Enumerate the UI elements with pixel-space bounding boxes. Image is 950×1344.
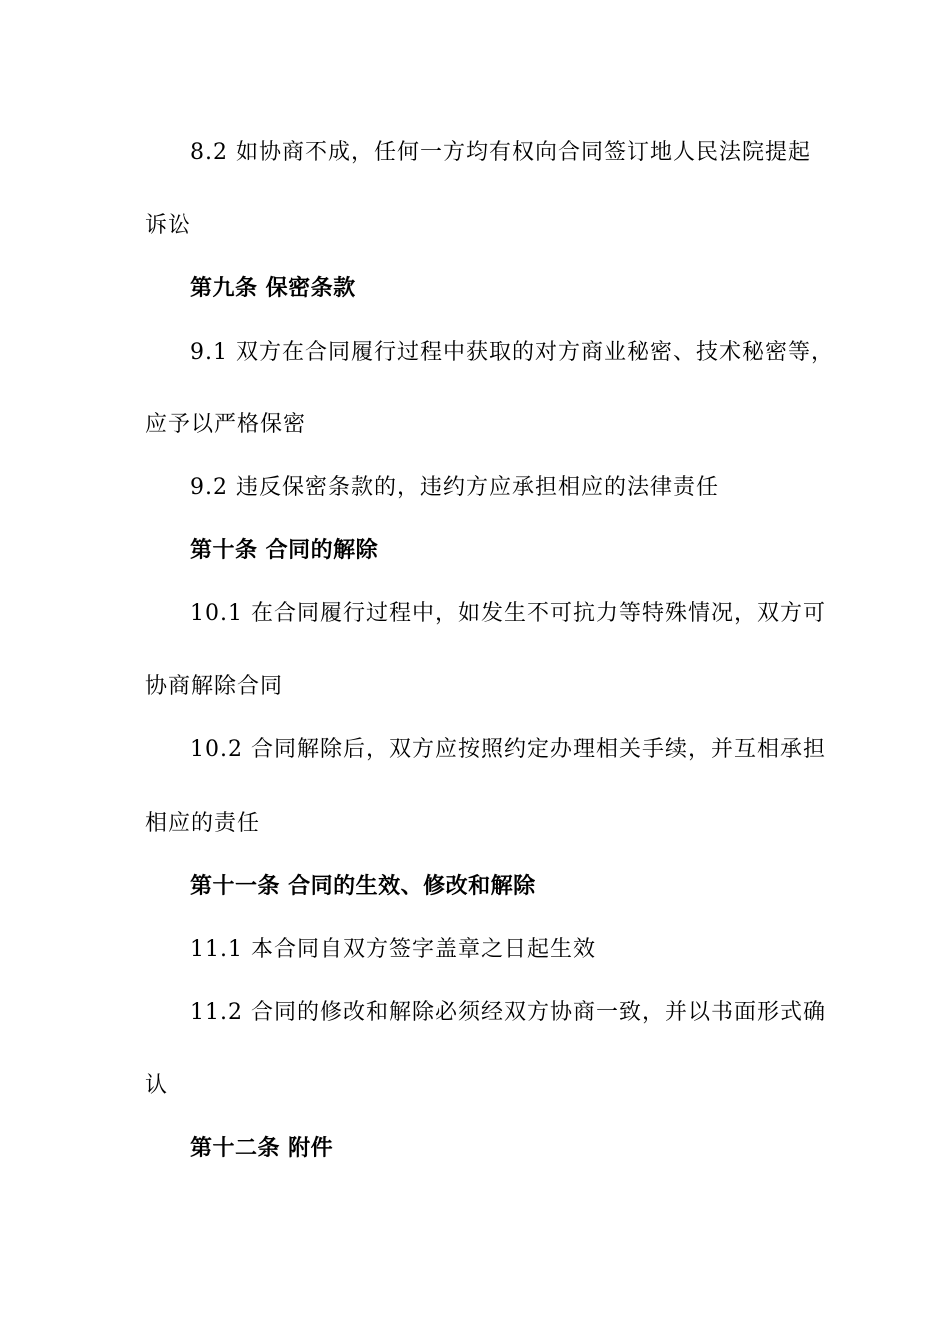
article-9-heading: 第九条 保密条款 [190,276,356,301]
article-11-heading: 第十一条 合同的生效、修改和解除 [190,874,536,899]
clause-9-1-line-2: 应予以严格保密 [145,412,307,437]
clause-9-1-line-1: 9.1 双方在合同履行过程中获取的对方商业秘密、技术秘密等， [190,340,834,365]
clause-8-2-line-1: 8.2 如协商不成，任何一方均有权向合同签订地人民法院提起 [190,140,811,165]
clause-10-1-line-2: 协商解除合同 [145,674,284,699]
article-12-heading: 第十二条 附件 [190,1136,334,1161]
clause-8-2-line-2: 诉讼 [145,213,192,238]
clause-9-2: 9.2 违反保密条款的，违约方应承担相应的法律责任 [190,475,719,500]
article-10-heading: 第十条 合同的解除 [190,538,379,563]
clause-11-2-line-1: 11.2 合同的修改和解除必须经双方协商一致，并以书面形式确 [190,1000,826,1025]
clause-11-1: 11.1 本合同自双方签字盖章之日起生效 [190,937,596,962]
clause-10-2-line-2: 相应的责任 [145,811,261,836]
clause-10-2-line-1: 10.2 合同解除后，双方应按照约定办理相关手续，并互相承担 [190,737,826,762]
clause-10-1-line-1: 10.1 在合同履行过程中，如发生不可抗力等特殊情况，双方可 [190,601,826,626]
clause-11-2-line-2: 认 [145,1073,169,1098]
